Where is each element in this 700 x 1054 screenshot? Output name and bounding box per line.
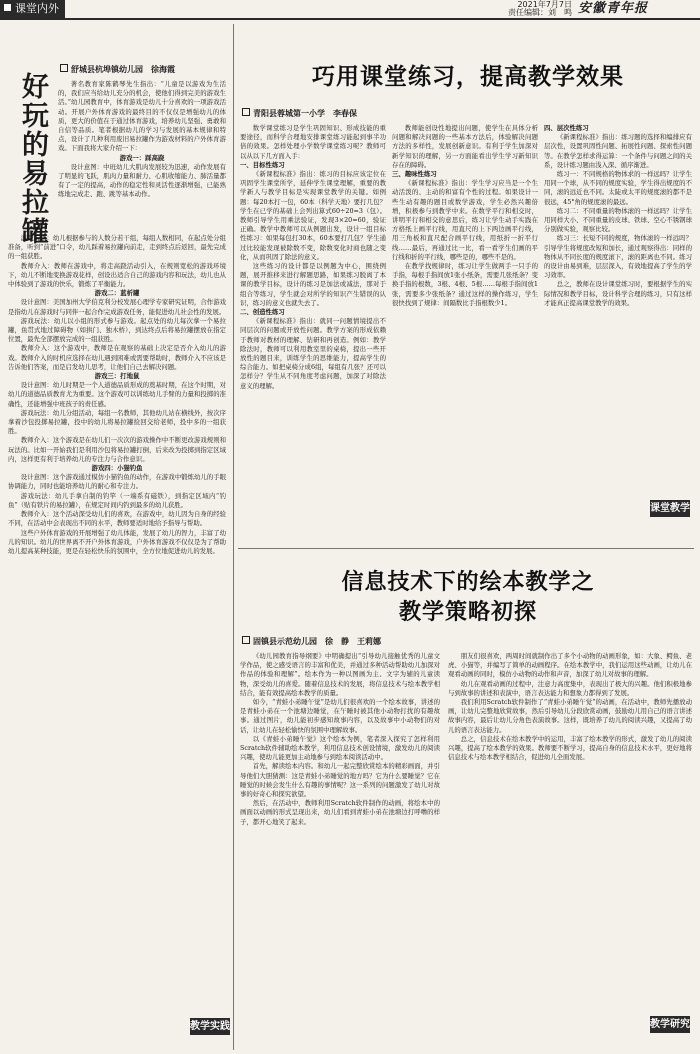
article2-body9: 总之，信息技术在绘本教学中的运用，丰富了绘本教学的形式，激发了幼儿的阅读兴趣，提高了绘本教学的效果。教师要不断学习，提高自身的信息技术水平，更好地将信息技术与绘本教学相结合，促进幼儿全面发展。 [448, 734, 692, 762]
article2-body6: 朋友们很喜欢，两周时间就制作出了多个小动物的动画形象，如：大象、鳄鱼、老虎、小猫等，并编写了简单的动画程序。在绘本教学中，我们运用这些动画，让幼儿在观看动画的同时，模仿小动物的动作和声音，加深了幼儿对故事的理解。 [448, 652, 692, 679]
article2-headline-line2: 教学策略初探 [398, 599, 537, 625]
game1-play: 游戏玩法：幼儿根据参与的人数分若干组，每组人数相同，在起点处分组准备，听到“前进”口令，幼儿踩着易拉罐向前走，走到终点后返回，最先完成的一组获胜。 [8, 234, 226, 261]
article1-col-3 [544, 124, 692, 540]
article1-s2-body2: 教师能创设性地提出问题，使学生在具体分析问题和解决问题的一些基本方法后，体验解决问题方法的多样性，发展创新意识。有利于学生加深对新学知识的理解，另一方面能看出学生学习新知识存在的障碍。 [392, 124, 538, 169]
article2-byline-text: 固镇县示范幼儿园 徐 静 王莉娜 [253, 637, 381, 646]
article2-body1: 《幼儿园教育指导纲要》中明确提出“引导幼儿接触优秀的儿童文学作品，使之感受语言的丰富和优美，并通过多种活动帮助幼儿加深对作品的体验和理解”。绘本作为一种以图画为主、文字为辅的儿童读物，深受幼儿的喜爱。随着信息技术的发展，将信息技术与绘本教学相结合，能有效提高绘本教学的质量。 [240, 652, 440, 697]
article2-body3: 以《青蛙小弟睡午觉》这个绘本为例，笔者深入探究了怎样利用Scratch软件辅助绘本教学，利用信息技术创设情境，激发幼儿的阅读兴趣，使幼儿能更加主动地参与到绘本阅读活动中。 [240, 734, 440, 762]
left-article-byline [60, 64, 230, 75]
section-label [0, 0, 65, 18]
article1-s1-title: 一、目标性练习 [240, 160, 285, 169]
editor-credit: 责任编辑：刘 鸣 [508, 8, 572, 17]
article1-s3-title: 三、趣味性练习 [392, 170, 437, 179]
article1-s4-body4: 练习三：长短不同的规度，物体滚的一样远吗？引导学生将规度改短和加长，通过观察得出：同样的物体从不同长度的规度滚下，滚的距离也不同。练习的设计由易到难，层层深入，有效地提高了学生的学习效率。 [544, 234, 692, 280]
game4-title: 游戏四：小猫钓鱼 [91, 464, 143, 473]
article1-byline [242, 108, 542, 119]
square-icon [242, 636, 250, 644]
masthead-logo: 安徽青年报 [578, 1, 649, 16]
article1-intro: 数学课堂练习是学生巩固知识、形成技能的重要途径，而科学合理地安排课堂练习能起到事半功倍的效果。怎样处理小学数学课堂练习呢？教师可以从以下几方面入手： [240, 124, 386, 160]
game4-design: 设计意图：这个游戏通过模仿小猫钓鱼的动作，在游戏中锻炼幼儿的手眼协调能力，同时也能培养幼儿的耐心和专注力。 [8, 473, 226, 491]
article1-s2-title: 二、创造性练习 [240, 308, 285, 317]
article2-byline [242, 636, 542, 647]
article2-body2: 如今，“青蛙小弟睡午觉”是幼儿们很喜欢的一个绘本故事，讲述的是青蛙小弟在一个池塘边睡觉，在午睡时被其他小动物打扰的有趣故事。通过图片，幼儿能初步感知故事内容，以及故事中小动物们的对话，让幼儿在轻松愉快的氛围中理解故事。 [240, 698, 440, 734]
issue-date: 2021年7月7日 [517, 0, 572, 9]
square-icon [4, 4, 11, 11]
article1-s2-body: 《新课程标准》指出：就同一问题情境提出不同层次的问题或开放性问题。教学方案的形成依赖于教师对教材的理解、钻研和再创造。例如：教学除法时，教师可以利用教室里的桌椅，提出一些开放性的题目来，训练学生的思维能力，提高学生的综合能力。如把桌椅分成6组，每组有几张？还可以怎样分？学生从不同角度考虑问题，加深了对除法意义的理解。 [240, 317, 386, 390]
game2-teacher: 教师介入：这个游戏中，教师是在观察的基础上决定是否介入幼儿的游戏。教师介入的时机应选择在幼儿遇到困难或需要帮助时，教师介入不应该是告诉他们答案，而是启发幼儿思考，让他们自己去解决问题。 [8, 344, 226, 371]
left-outro: 这些户外体育游戏的开展增强了幼儿体能，发展了幼儿的智力，丰富了幼儿的知识。幼儿的世界离不开户外体育游戏，户外体育游戏不仅仅是为了帮助幼儿提高某种技能，更是在轻松快乐的氛围中，全方位地促进幼儿的发展。 [8, 528, 226, 555]
article2-col-2 [448, 652, 692, 1048]
article2-body7: 幼儿在观看动画的过程中，注意力高度集中，表现出了极大的兴趣。他们积极地参与到故事的讲述和表演中，语言表达能力和想象力都得到了发展。 [448, 679, 692, 697]
article1-s1-body: 《新课程标准》指出：练习的目标应该定位在巩固学生课堂所学，延伸学生课堂理解，重要的教学新人与教学目标是实现课堂教学的关键。如例题：每20本打一包，60本（科学天地）要打几包？学生在已学的基础上会列出算式60÷20=3（包）。教师引导学生用乘法验证，发现3×20=60，验证正确。教学中教师可以从例题出发，设计一组目标性练习：如果每包打30本，60本要打几包？学生通过比较能发现被除数不变，除数变化时商也随之变化，从而巩固了除法的意义。 [240, 170, 386, 261]
game3-teacher: 教师介入：这个游戏是在幼儿们一次次的游戏操作中不断更改游戏规则和玩法的。比如一开始我们是利用沙包将易拉罐打倒，后来改为投掷到指定区域内，这样更有利于培养幼儿的专注力与合作意识。 [8, 436, 226, 463]
game3-play: 游戏玩法：幼儿分组活动，每组一名教师，其他幼儿站在横线外，按次序拿着沙包投掷易拉罐，投中的幼儿将易拉罐捡回交给老师，投中多的一组获胜。 [8, 408, 226, 436]
article-divider [238, 548, 694, 549]
article1-s3-body2: 在教学找规律时，练习让学生做两手一只手的手指，每根手指间放1张小纸条，需要几张纸条？变换手指的根数，3根、4根、5根……每根手指间放1张，需要多少张纸条？通过这样的操作练习，学生很快找到了规律：间隔数比手指根数少1。 [392, 262, 538, 307]
column-divider [233, 24, 234, 1050]
game1-design: 设计意图：中班幼儿大肌肉发展较为迅速，动作发展有了明显的飞跃，肌肉力量和耐力、心肌收缩能力、肺活量都有了一定的提高，动作的稳定性和灵活性逐渐增强，已能熟练地完成走、跑、跳等基本动作。 [58, 162, 226, 199]
article2-body5: 然后，在活动中，教师利用Scratch软件制作的动画，将绘本中的画面以动画的形式呈现出来，幼儿们看到青蛙小弟在池塘边打呼噜的样子，都开心地笑了起来。 [240, 799, 440, 826]
left-section-tag: 教学实践 [190, 1018, 230, 1035]
page-header [0, 0, 700, 20]
game4-teacher: 教师介入：这个活动深受幼儿们的喜欢，在游戏中，幼儿因为自身的经验不同，在活动中会表现出不同的水平，教师要适时地给予指导与帮助。 [8, 510, 226, 528]
article1-byline-text: 青阳县蓉城第一小学 李春保 [253, 109, 357, 118]
article2-col-1 [240, 652, 440, 1048]
article1-col-2 [392, 124, 538, 540]
article2-section-tag: 教学研究 [650, 1016, 690, 1033]
game1-title: 游戏一：踩高跷 [119, 153, 165, 162]
article1-s4-body3: 练习二：不同重量的物体滚的一样远吗？让学生用同样大小、不同重量的皮球、铁球、空心不锈钢球分别做实验，观察比较。 [544, 206, 692, 234]
game1-teacher: 教师介入：教师在游戏中，将走高跷活动引入，在规则宽松的游戏环境下，幼儿不断地变换游戏花样，创设出适合自己的游戏内容和玩法，幼儿也从中体验到了游戏的快乐，锻炼了平衡能力。 [8, 261, 226, 289]
article1-headline: 巧用课堂练习，提高教学效果 [312, 63, 624, 90]
article1-section-tag: 课堂教学 [650, 500, 690, 517]
section-label-text: 课堂内外 [15, 2, 59, 15]
article1-col-1 [240, 124, 386, 540]
game3-design: 设计意图：幼儿时期是一个人道德品质形成的奠基时期，在这个时期，对幼儿的道德品质教育尤为重要。这个游戏可以训练幼儿手臂的力量和投掷的准确性，还能增强中班孩子的责任感。 [8, 381, 226, 408]
article2-body4: 首先，解读绘本内容。和幼儿一起完整欣赏绘本的精彩画面，并引导他们大胆猜测：这是青蛙小弟睡觉的地方吗？它为什么要睡觉？它在睡觉的时候会发生什么有趣的事情呢？这一系列的问题激发了幼儿对故事的好奇心和探究欲望。 [240, 762, 440, 799]
article1-s4-body: 《新课程标准》指出：练习题的选择和编排应有层次性，设置巩固性问题、拓展性问题、探索性问题等。在教学怎样求得运算：一个条件与问题之间的关系，设计练习题由浅入深、循序渐进。 [544, 133, 692, 169]
game2-title: 游戏二：蓝析罐 [94, 289, 140, 298]
game4-play: 游戏玩法：幼儿手拿自制的钓竿（一端系有磁铁），到指定区域内“钓鱼”（贴有铁片的易拉罐），在规定时间内钓到最多的幼儿获胜。 [8, 491, 226, 509]
article2-headline-line1: 信息技术下的绘本教学之 [341, 569, 595, 595]
article1-s4-body2: 练习一：不同规格的物体求的一样远吗？让学生用同一个球，从不同的规度实验，学生得出规度的不同，滚的远近也不同。太陡或太平的规度滚的都不是很远，45°角的规度滚的最远。 [544, 170, 692, 206]
left-article-title: 好玩的易拉罐 [17, 72, 48, 246]
game2-play: 游戏玩法：幼儿以小组的形式参与游戏。起点处的幼儿每次拿一个易拉罐，鱼贯式地过障碍物（如拱门、独木桥），到达终点后将易拉罐摆放在指定位置，最先全部摆放完成的一组获胜。 [8, 316, 226, 344]
article1-s1-body2: 这些练习的设计都是以例题为中心，围绕例题，展开推移来进行解题思路，如果练习脱离了本课的教学目标，设计的练习是加法或减法，那对于组合等练习，学生就会对所学的知识产生错误的认识，练习的意义也就失去了。 [240, 262, 386, 307]
square-icon [242, 108, 250, 116]
game2-design: 设计意图：美国加州大学伯克利分校发展心理学专家研究证明，合作游戏是指幼儿在游戏时与同伴一起合作完成游戏任务，能促进幼儿社会性的发展。 [8, 298, 226, 316]
game3-title: 游戏三：打地鼠 [94, 372, 140, 381]
article1-s3-body: 《新课程标准》指出：学生学习应当是一个生动活泼的、主动的和富有个性的过程。如果设计一些生动有趣的题目或数学游戏，学生必然兴趣倍增，积极参与到教学中来。在数学平行和相交时，讲明平行和相交的意思后，练习让学生动手实践在方格纸上画平行线，用直尺的上下两边画平行线，用三角板和直尺配合画平行线，用纸折一折平行线……最后，再通过比一比，看一看学生们画的平行线和折的平行线，哪些是的，哪些不是的。 [392, 179, 538, 261]
square-icon [60, 64, 68, 72]
left-article-body [8, 234, 226, 1020]
article1-s4-title: 四、层次性练习 [544, 124, 589, 132]
left-article-intro [58, 80, 226, 234]
left-intro-paragraph: 著名教育家陈鹤琴先生指出：“儿童是以游戏为生活的，我们应当给幼儿充分的机会，使他们得到完美的游戏生活。”幼儿园教育中，体育游戏是幼儿十分喜欢的一项游戏活动。开展户外体育游戏的最终目的不仅仅是增强幼儿的体质，更大的价值在于通过体育游戏，培养幼儿坚强、勇敢和自信等品质。笔者根据幼儿的学习与发展的基本规律和特点，设计了几种利用废旧易拉罐作为游戏材料的户外体育游戏。下面我将大家介绍一下： [58, 80, 226, 153]
article2-body8: 我们利用Scratch软件制作了“青蛙小弟睡午觉”的动画，在活动中，教师先播放动画，让幼儿完整地欣赏故事，然后引导幼儿分段欣赏动画，鼓励幼儿用自己的语言讲述故事内容，最后让幼儿分角色表演故事。这样，既培养了幼儿的阅读兴趣，又提高了幼儿的语言表达能力。 [448, 698, 692, 734]
left-byline-text: 舒城县杭埠镇幼儿园 徐海霞 [71, 65, 175, 74]
article1-s4-body5: 总之，教师在设计课堂练习时，要根据学生的实际情况和教学目标，设计科学合理的练习，只有这样才能真正提高课堂教学的效果。 [544, 280, 692, 307]
